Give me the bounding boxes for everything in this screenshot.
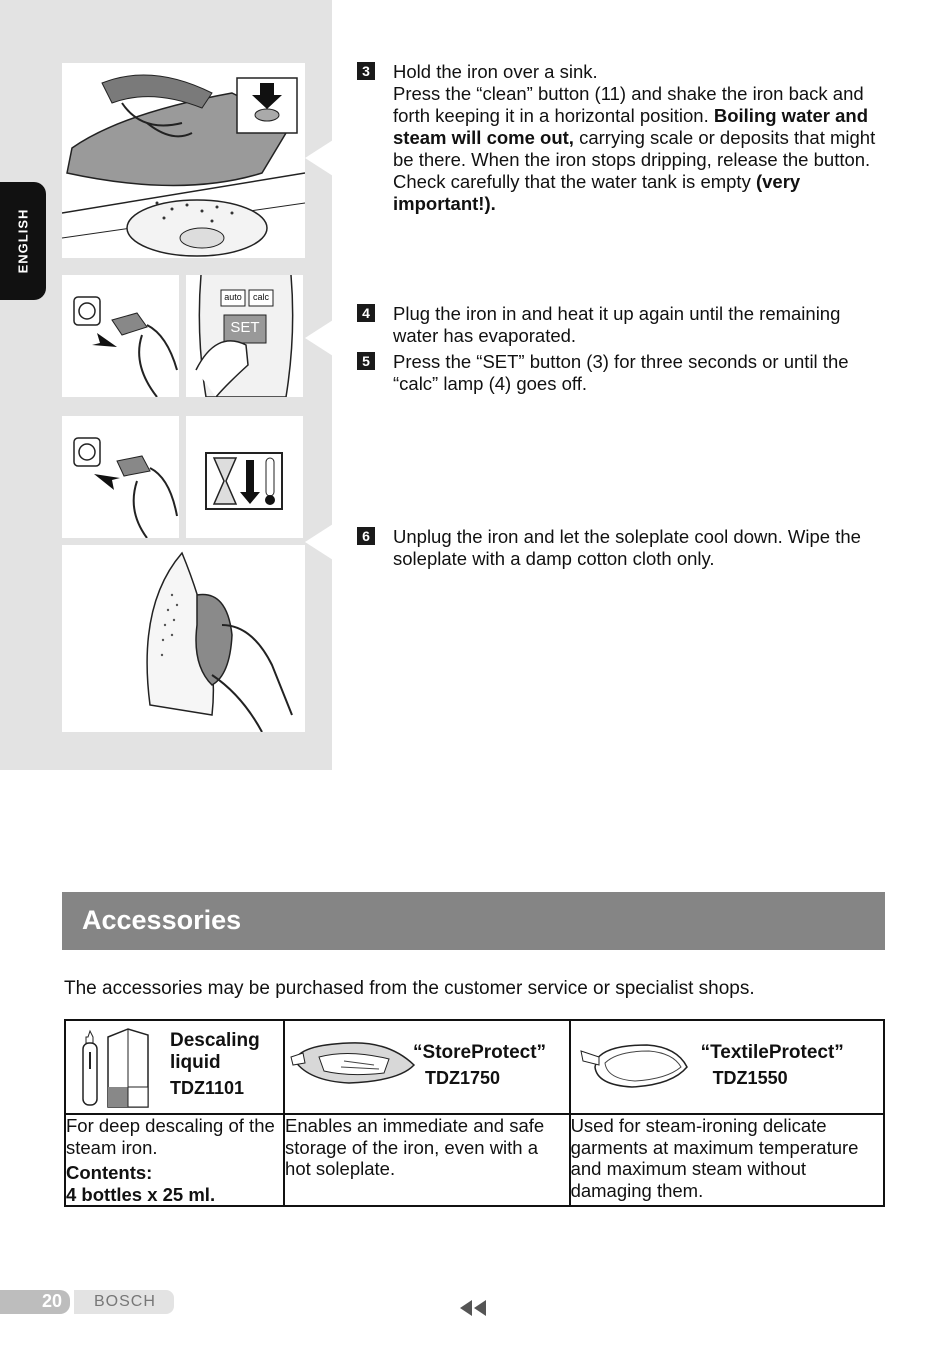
descaling-name xyxy=(170,1030,260,1074)
descaling-name-line2: liquid xyxy=(170,1052,221,1073)
descaling-bottles-icon xyxy=(80,1027,150,1109)
step-4 xyxy=(357,303,853,347)
product-header-storeprotect xyxy=(284,1020,570,1114)
pointer-triangle xyxy=(305,320,333,356)
illustration-plug-in xyxy=(62,275,179,397)
step-3-body xyxy=(393,83,893,215)
step-3-part1: Press the “clean” button (11) and shake the iron back and forth keeping it in a horizontal position. xyxy=(393,83,864,126)
step-text: Press the “SET” button (3) for three seconds or until the “calc” lamp (4) goes off. xyxy=(393,351,849,394)
language-tab-label: ENGLISH xyxy=(15,208,31,274)
unplug-drawing xyxy=(62,416,179,538)
textileprotect-description: Used for steam-ironing delicate garments at maximum temperature and maximum steam without damaging them. xyxy=(570,1114,884,1206)
table-row xyxy=(65,1114,884,1206)
step-text: Unplug the iron and let the soleplate cool down. Wipe the soleplate with a damp cotton cloth only. xyxy=(393,526,861,569)
step-3 xyxy=(357,61,893,215)
calc-label: calc xyxy=(252,292,269,302)
illustration-wipe-soleplate xyxy=(62,545,305,732)
iron-over-sink-drawing xyxy=(62,63,305,258)
step-number: 6 xyxy=(357,527,375,545)
textileprotect-code: TDZ1550 xyxy=(712,1068,788,1088)
wipe-soleplate-drawing xyxy=(62,545,305,732)
step-number: 3 xyxy=(357,62,375,80)
textileprotect-name: “TextileProtect” xyxy=(700,1042,844,1063)
product-header-textileprotect xyxy=(570,1020,884,1114)
table-row xyxy=(65,1020,884,1114)
step-6 xyxy=(357,526,893,570)
cool-down-drawing xyxy=(186,416,303,538)
step-number: 4 xyxy=(357,304,375,322)
illustration-iron-over-sink xyxy=(62,63,305,258)
language-tab xyxy=(0,182,46,300)
storeprotect-name: “StoreProtect” xyxy=(413,1042,547,1063)
page-number: 20 xyxy=(41,1291,62,1311)
illustration-set-button xyxy=(186,275,303,397)
storeprotect-code: TDZ1750 xyxy=(425,1068,501,1088)
storeprotect-icon xyxy=(289,1035,419,1091)
step-text: Plug the iron in and heat it up again until the remaining water has evaporated. xyxy=(393,303,841,346)
pointer-triangle xyxy=(305,524,333,560)
accessories-table xyxy=(64,1019,885,1207)
brand-name: BOSCH xyxy=(94,1293,156,1310)
descaling-name-line1: Descaling xyxy=(170,1030,260,1051)
set-label: SET xyxy=(230,319,260,336)
illustration-unplug xyxy=(62,416,179,538)
accessories-heading-bar xyxy=(62,892,885,950)
plug-in-drawing xyxy=(62,275,179,397)
descaling-contents-label: Contents: xyxy=(66,1162,153,1183)
step-3-bold1: Boiling water and steam will come out, xyxy=(393,105,869,148)
brand-tab xyxy=(74,1290,174,1314)
step-number: 5 xyxy=(357,352,375,370)
page-number-tab xyxy=(0,1290,70,1314)
accessories-intro: The accessories may be purchased from the customer service or specialist shops. xyxy=(64,978,755,999)
descaling-description xyxy=(65,1114,284,1206)
pointer-triangle xyxy=(305,140,333,176)
illustration-cool-down xyxy=(186,416,303,538)
textileprotect-icon xyxy=(577,1037,692,1093)
accessories-title: Accessories xyxy=(82,905,242,935)
step-text xyxy=(393,61,893,215)
descaling-desc-text: For deep descaling of the steam iron. xyxy=(66,1115,275,1158)
step-3-part2: carrying scale or deposits that might be there. When the iron stops dripping, release the button. Check carefully that the water tank is empty xyxy=(393,127,876,192)
auto-label: auto xyxy=(224,292,242,302)
step-5 xyxy=(357,351,883,395)
descaling-code: TDZ1101 xyxy=(170,1078,245,1098)
step-3-line1: Hold the iron over a sink. xyxy=(393,61,598,82)
descaling-contents-value: 4 bottles x 25 ml. xyxy=(66,1183,216,1205)
step-3-bold2: (very important!). xyxy=(393,171,801,214)
storeprotect-description: Enables an immediate and safe storage of the iron, even with a hot soleplate. xyxy=(284,1114,570,1206)
product-header-descaling xyxy=(65,1020,284,1114)
double-left-arrow-icon[interactable] xyxy=(460,1300,488,1316)
